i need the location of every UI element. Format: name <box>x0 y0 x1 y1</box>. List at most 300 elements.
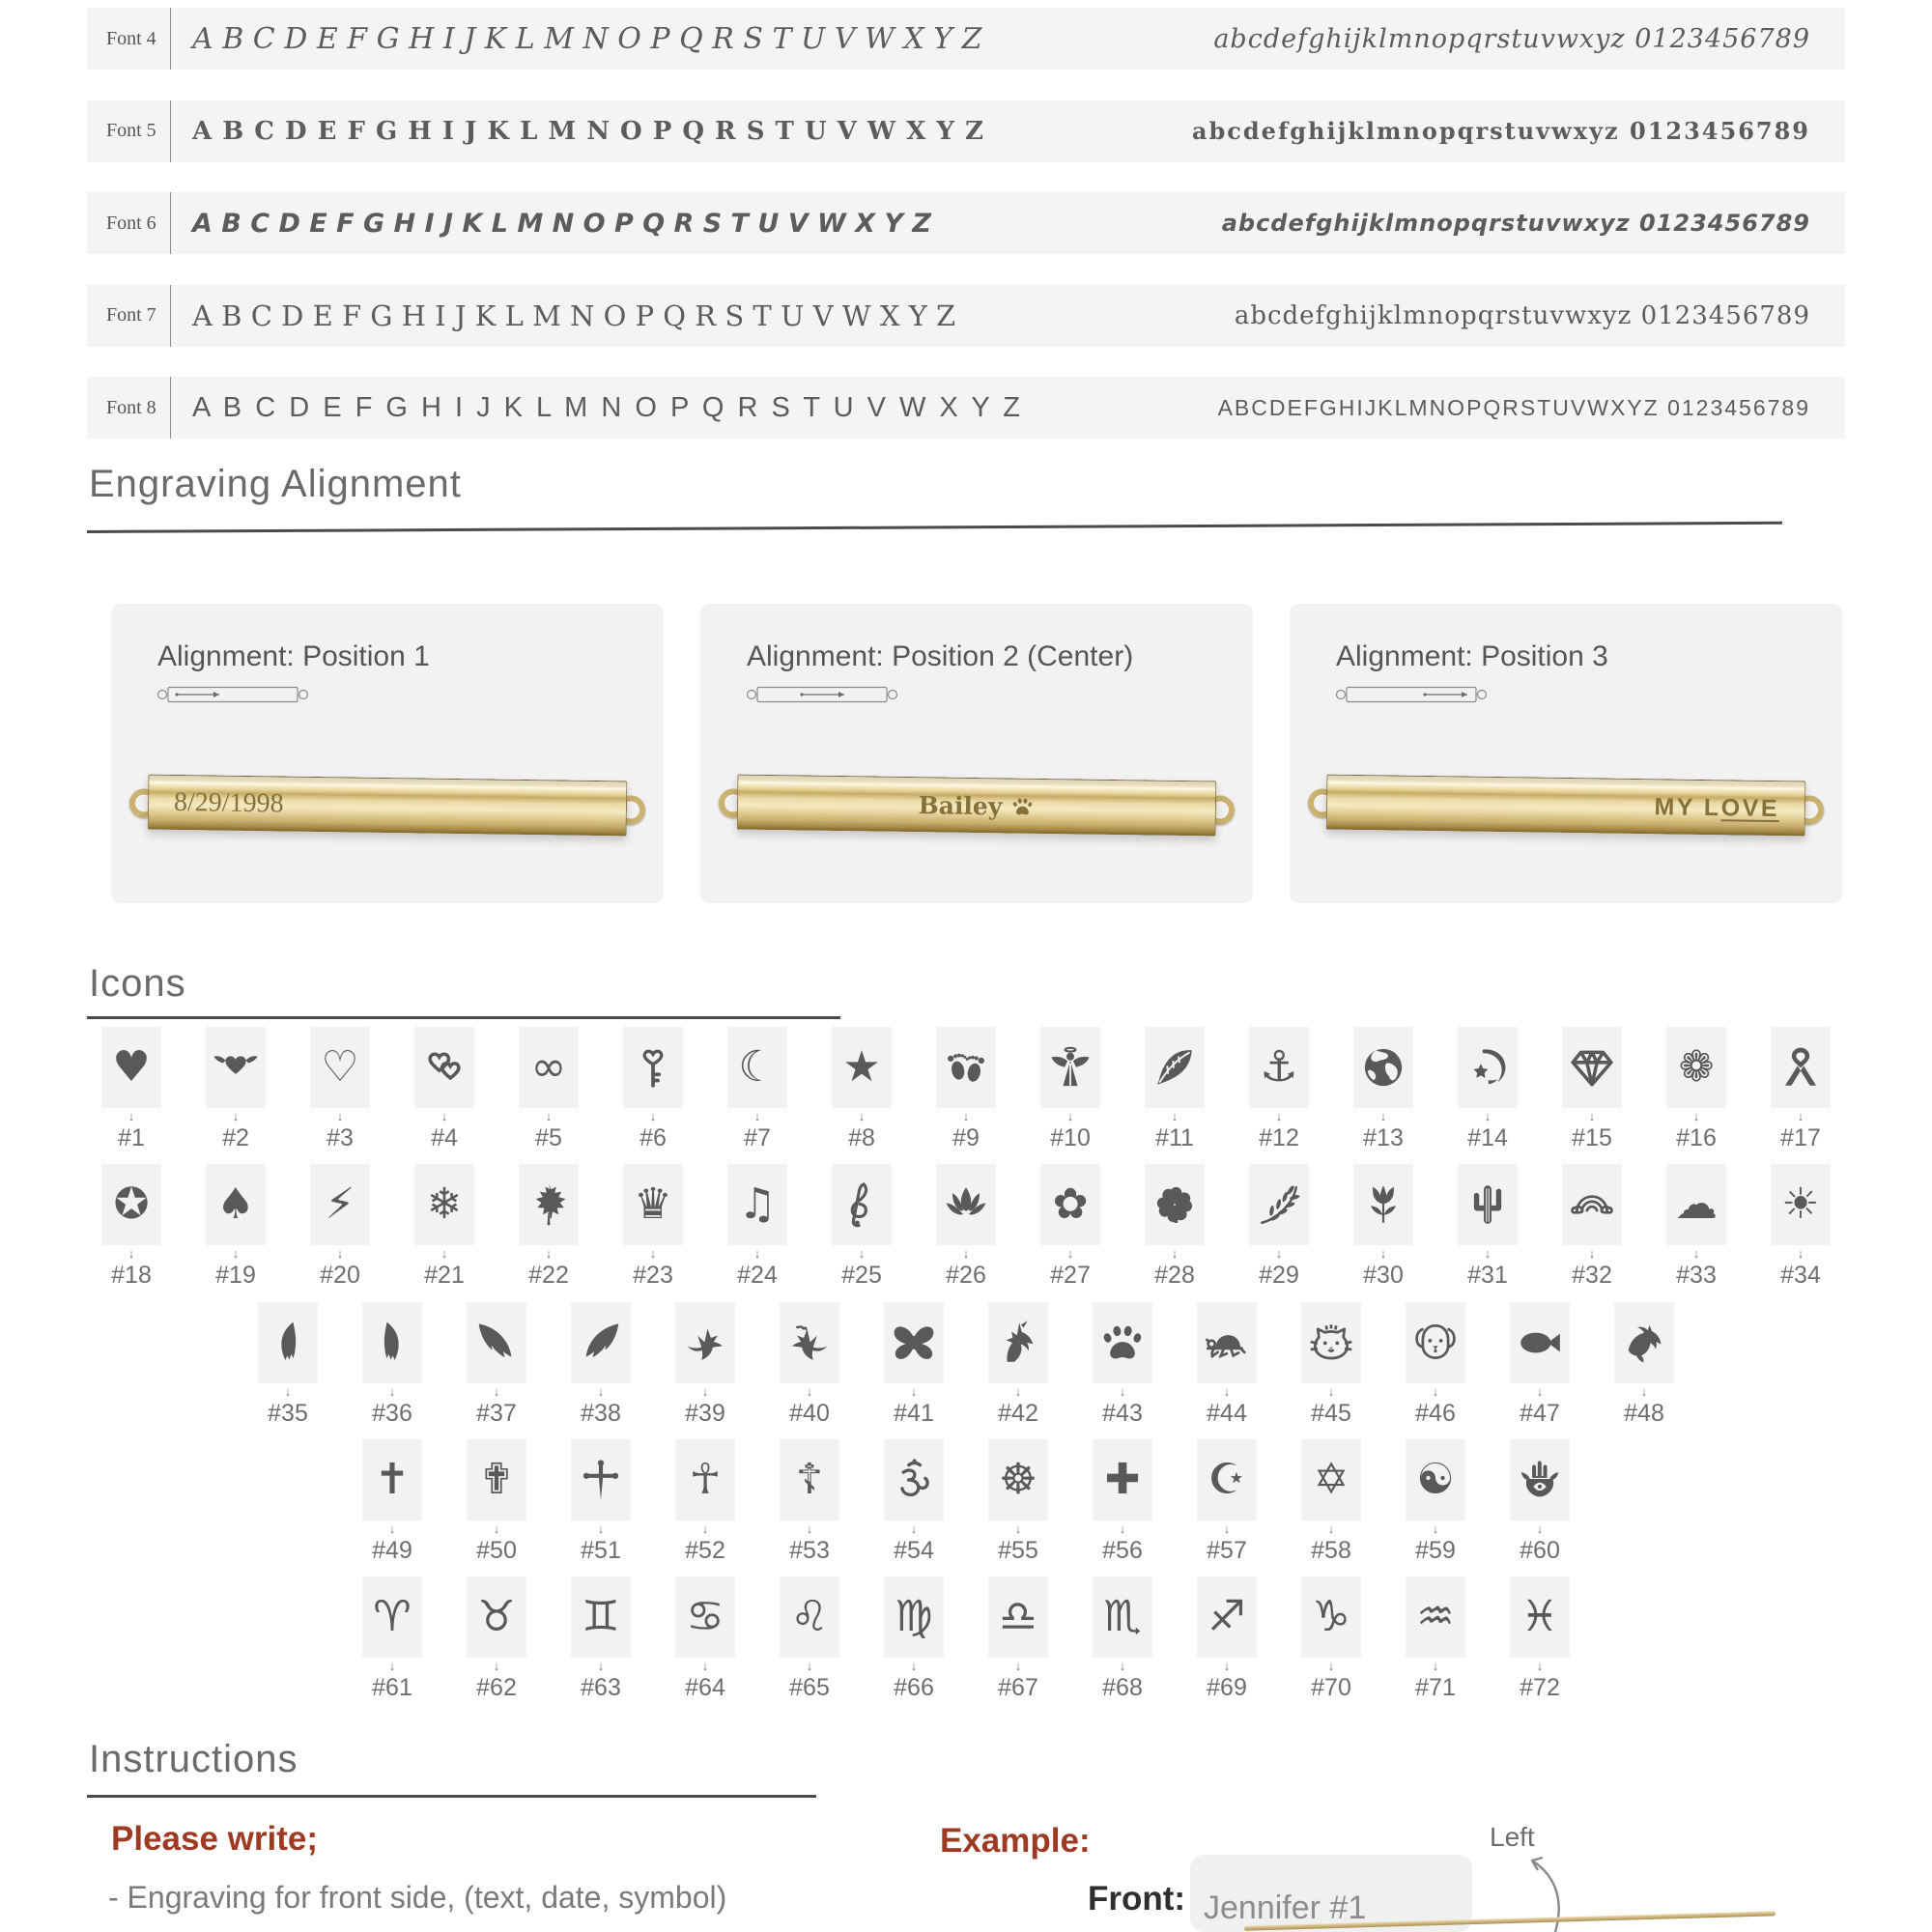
icon-number: #44 <box>1207 1400 1247 1427</box>
icon-number: #30 <box>1363 1262 1404 1289</box>
font-lowercase-sample: abcdefghijklmnopqrstuvwxyz 0123456789 <box>1221 210 1810 237</box>
icon-number: #61 <box>372 1674 412 1701</box>
down-arrow-icon: ↓ <box>1536 1659 1544 1673</box>
icon-tile <box>832 1164 892 1245</box>
icon-item-angel-wing-left <box>258 1302 318 1428</box>
icon-tile <box>675 1439 735 1520</box>
treble-clef-icon <box>838 1178 886 1232</box>
icon-tile <box>1666 1027 1726 1108</box>
down-arrow-icon: ↓ <box>493 1521 500 1536</box>
down-arrow-icon: ↓ <box>1484 1246 1492 1261</box>
icon-number: #8 <box>848 1124 875 1151</box>
zodiac-leo-icon: ♌ <box>790 1592 829 1641</box>
icon-number: #40 <box>789 1400 830 1427</box>
angel-icon <box>1046 1040 1094 1094</box>
icon-number: #66 <box>894 1674 934 1701</box>
icon-item-flower <box>1040 1164 1100 1290</box>
icon-item-four-leaf-clover <box>1145 1164 1205 1290</box>
zodiac-virgo-icon: ♍ <box>895 1592 933 1641</box>
icon-number: #24 <box>737 1262 778 1289</box>
bar-engraving: MY L OVE <box>1654 792 1780 822</box>
down-arrow-icon: ↓ <box>858 1246 866 1261</box>
icon-tile <box>101 1164 161 1245</box>
down-arrow-icon: ↓ <box>910 1384 918 1399</box>
outline-cross-icon: ✟ <box>478 1455 515 1504</box>
icon-tile <box>675 1302 735 1383</box>
zodiac-aquarius-icon: ♒ <box>1416 1592 1455 1641</box>
down-arrow-icon: ↓ <box>1640 1384 1648 1399</box>
alignment-card-label: Alignment: Position 3 <box>1336 640 1608 672</box>
zodiac-sagittarius-icon: ♐ <box>1208 1592 1246 1641</box>
icon-tile <box>1771 1164 1831 1245</box>
unicorn-icon <box>994 1316 1042 1370</box>
icons-title-underline <box>87 1016 840 1019</box>
icon-item-feather <box>1145 1027 1205 1152</box>
bird-icon <box>681 1316 729 1370</box>
icon-item-star <box>832 1027 892 1152</box>
down-arrow-icon: ↓ <box>597 1659 605 1673</box>
icon-tile <box>1406 1439 1465 1520</box>
down-arrow-icon: ↓ <box>806 1521 813 1536</box>
icon-tile <box>362 1577 422 1658</box>
icon-number: #43 <box>1102 1400 1143 1427</box>
icon-tile <box>206 1164 266 1245</box>
icon-number: #7 <box>744 1124 771 1151</box>
spade-icon: ♠ <box>216 1179 255 1229</box>
icon-tile <box>1301 1577 1361 1658</box>
down-arrow-icon: ↓ <box>232 1246 240 1261</box>
down-arrow-icon: ↓ <box>1119 1384 1126 1399</box>
icon-item-shooting-star <box>1458 1027 1518 1152</box>
down-arrow-icon: ↓ <box>1432 1384 1439 1399</box>
icon-tile <box>884 1577 944 1658</box>
icon-number: #72 <box>1520 1674 1560 1701</box>
icon-number: #54 <box>894 1537 934 1564</box>
star-in-circle-icon: ✪ <box>113 1179 150 1229</box>
icon-tile <box>571 1302 631 1383</box>
icon-grid-row <box>87 1027 1845 1152</box>
down-arrow-icon: ↓ <box>649 1246 657 1261</box>
down-arrow-icon: ↓ <box>1327 1659 1335 1673</box>
angel-wing-left-icon <box>264 1316 312 1370</box>
down-arrow-icon: ↓ <box>1171 1109 1179 1123</box>
down-arrow-icon: ↓ <box>232 1109 240 1123</box>
icon-item-baby-feet <box>936 1027 996 1152</box>
music-notes-icon: ♫ <box>738 1179 777 1229</box>
font-sample-row <box>87 377 1845 439</box>
paw-print-icon <box>1010 794 1035 818</box>
alignment-diagram <box>745 683 899 706</box>
feathered-wing-right-icon <box>577 1316 625 1370</box>
icon-tile <box>1145 1164 1205 1245</box>
down-arrow-icon: ↓ <box>1484 1109 1492 1123</box>
down-arrow-icon: ↓ <box>1275 1109 1283 1123</box>
zodiac-scorpio-icon: ♏ <box>1103 1592 1142 1641</box>
icon-item-maple-leaf <box>519 1164 579 1290</box>
down-arrow-icon: ↓ <box>1588 1109 1596 1123</box>
down-arrow-icon: ↓ <box>910 1659 918 1673</box>
icon-number: #31 <box>1467 1262 1508 1289</box>
icon-number: #32 <box>1572 1262 1612 1289</box>
icon-number: #2 <box>222 1124 249 1151</box>
crescent-moon-icon: ☾ <box>738 1042 777 1092</box>
down-arrow-icon: ↓ <box>545 1109 553 1123</box>
bar-engraving: Bailey <box>738 776 1216 837</box>
down-arrow-icon: ↓ <box>1588 1246 1596 1261</box>
zodiac-libra-icon: ♎ <box>999 1592 1037 1641</box>
icon-tile <box>884 1439 944 1520</box>
alignment-card-label: Alignment: Position 2 (Center) <box>747 640 1134 672</box>
icon-tile <box>1197 1302 1257 1383</box>
icon-item-zodiac-pisces <box>1510 1577 1570 1702</box>
icon-item-angel <box>1040 1027 1100 1152</box>
icon-tile <box>1145 1027 1205 1108</box>
icon-number: #70 <box>1311 1674 1351 1701</box>
icon-item-butterfly <box>884 1302 944 1428</box>
icon-tile <box>988 1577 1048 1658</box>
icon-tile <box>832 1027 892 1108</box>
icon-item-dharma-wheel <box>988 1439 1048 1565</box>
icon-number: #62 <box>476 1674 517 1701</box>
icon-tile <box>1771 1027 1831 1108</box>
icon-item-heart-solid <box>101 1027 161 1152</box>
icon-item-zodiac-aquarius <box>1406 1577 1465 1702</box>
icon-tile <box>1666 1164 1726 1245</box>
down-arrow-icon: ↓ <box>1066 1246 1074 1261</box>
icon-tile <box>1614 1302 1674 1383</box>
icon-tile <box>206 1027 266 1108</box>
icon-item-bold-cross <box>1093 1439 1152 1565</box>
icon-number: #1 <box>118 1124 145 1151</box>
zodiac-gemini-icon: ♊ <box>582 1592 620 1641</box>
icon-number: #27 <box>1050 1262 1091 1289</box>
icon-item-dove-with-branch <box>780 1302 839 1428</box>
butterfly-icon <box>890 1316 938 1370</box>
zodiac-capricorn-icon: ♑ <box>1312 1592 1350 1641</box>
icon-item-dog-face <box>1406 1302 1465 1428</box>
icon-number: #64 <box>685 1674 725 1701</box>
diamond-gem-icon <box>1568 1040 1616 1094</box>
down-arrow-icon: ↓ <box>910 1521 918 1536</box>
shooting-star-icon <box>1463 1040 1512 1094</box>
down-arrow-icon: ↓ <box>388 1659 396 1673</box>
icon-item-dolphin <box>1614 1302 1674 1428</box>
alignment-card <box>1290 604 1842 903</box>
icon-item-zodiac-sagittarius <box>1197 1577 1257 1702</box>
icon-tile <box>1406 1302 1465 1383</box>
icon-number: #10 <box>1050 1124 1091 1151</box>
icon-tile <box>988 1439 1048 1520</box>
baby-feet-icon <box>942 1040 990 1094</box>
cat-face-icon <box>1307 1316 1355 1370</box>
icon-number: #14 <box>1467 1124 1508 1151</box>
icon-number: #36 <box>372 1400 412 1427</box>
icon-number: #45 <box>1311 1400 1351 1427</box>
feather-icon <box>1151 1040 1199 1094</box>
icon-number: #15 <box>1572 1124 1612 1151</box>
icon-tile <box>1093 1577 1152 1658</box>
icon-tile <box>467 1577 526 1658</box>
down-arrow-icon: ↓ <box>701 1521 709 1536</box>
icon-tile <box>310 1164 370 1245</box>
latin-cross-icon: ✝ <box>374 1455 411 1504</box>
icon-item-paw-print <box>1093 1302 1152 1428</box>
icon-tile <box>780 1577 839 1658</box>
icon-tile <box>1197 1439 1257 1520</box>
icon-item-star-of-david <box>1301 1439 1361 1565</box>
down-arrow-icon: ↓ <box>1432 1659 1439 1673</box>
down-arrow-icon: ↓ <box>1379 1109 1387 1123</box>
down-arrow-icon: ↓ <box>1379 1246 1387 1261</box>
icon-tile <box>467 1302 526 1383</box>
icon-number: #12 <box>1259 1124 1299 1151</box>
icon-tile <box>1301 1302 1361 1383</box>
font-uppercase-sample: A B C D E F G H I J K L M N O P Q R S T U V W X Y Z <box>192 21 982 56</box>
icon-number: #69 <box>1207 1674 1247 1701</box>
bar-engraving: 8/29/1998 <box>173 786 284 819</box>
font-uppercase-sample: A B C D E F G H I J K L M N O P Q R S T U V W X Y Z <box>192 116 984 146</box>
down-arrow-icon: ↓ <box>701 1659 709 1673</box>
bar-face <box>1326 775 1806 837</box>
down-arrow-icon: ↓ <box>806 1384 813 1399</box>
icon-tile <box>1093 1439 1152 1520</box>
icon-tile <box>675 1577 735 1658</box>
engraved-gold-bar <box>134 774 641 837</box>
icon-item-lotus <box>936 1164 996 1290</box>
icon-grid-row <box>87 1577 1845 1702</box>
icon-number: #23 <box>633 1262 673 1289</box>
icon-number: #5 <box>535 1124 562 1151</box>
icon-number: #6 <box>639 1124 667 1151</box>
icon-item-om-symbol <box>884 1439 944 1565</box>
icon-number: #50 <box>476 1537 517 1564</box>
icon-number: #17 <box>1780 1124 1821 1151</box>
star-icon: ★ <box>842 1042 881 1092</box>
down-arrow-icon: ↓ <box>1327 1384 1335 1399</box>
icon-tile <box>1301 1439 1361 1520</box>
down-arrow-icon: ↓ <box>1327 1521 1335 1536</box>
font-row-label: Font 7 <box>87 285 171 347</box>
alignment-card <box>111 604 664 903</box>
icon-number: #49 <box>372 1537 412 1564</box>
bar-face <box>148 775 628 837</box>
icon-tile <box>780 1439 839 1520</box>
dog-face-icon <box>1411 1316 1460 1370</box>
icon-tile <box>519 1027 579 1108</box>
icon-tile <box>1040 1027 1100 1108</box>
icon-tile <box>1510 1439 1570 1520</box>
lotus-icon <box>942 1178 990 1232</box>
down-arrow-icon: ↓ <box>597 1521 605 1536</box>
icon-item-cloud <box>1666 1164 1726 1290</box>
heart-with-wings-icon <box>212 1040 260 1094</box>
down-arrow-icon: ↓ <box>388 1384 396 1399</box>
icon-tile <box>1510 1577 1570 1658</box>
alignment-card <box>700 604 1253 903</box>
icon-number: #19 <box>215 1262 256 1289</box>
icon-number: #51 <box>581 1537 621 1564</box>
down-arrow-icon: ↓ <box>440 1246 448 1261</box>
font-uppercase-sample: A B C D E F G H I J K L M N O P Q R S T U V W X Y Z <box>192 391 1023 423</box>
down-arrow-icon: ↓ <box>1692 1109 1700 1123</box>
font-row-label: Font 8 <box>87 377 171 439</box>
left-label: Left <box>1490 1822 1535 1852</box>
down-arrow-icon: ↓ <box>1014 1384 1022 1399</box>
icon-item-treble-clef <box>832 1164 892 1290</box>
icon-tile <box>1249 1027 1309 1108</box>
icon-number: #68 <box>1102 1674 1143 1701</box>
icon-item-tulip <box>1353 1164 1413 1290</box>
down-arrow-icon: ↓ <box>336 1246 344 1261</box>
font-lowercase-sample: abcdefghijklmnopqrstuvwxyz 0123456789 <box>1213 23 1810 54</box>
crescent-and-star-icon: ☪ <box>1208 1455 1246 1504</box>
down-arrow-icon: ↓ <box>962 1246 970 1261</box>
icon-number: #22 <box>528 1262 569 1289</box>
icon-number: #48 <box>1624 1400 1664 1427</box>
icon-number: #39 <box>685 1400 725 1427</box>
rainbow-icon <box>1568 1178 1616 1232</box>
bold-cross-icon: ✚ <box>1104 1455 1141 1504</box>
icon-item-awareness-ribbon <box>1771 1027 1831 1152</box>
down-arrow-icon: ↓ <box>649 1109 657 1123</box>
icon-grid-row <box>87 1439 1845 1565</box>
down-arrow-icon: ↓ <box>1119 1521 1126 1536</box>
feathered-wing-left-icon <box>472 1316 521 1370</box>
icon-tile <box>623 1027 683 1108</box>
double-hearts-icon <box>420 1040 469 1094</box>
cloud-icon: ☁ <box>1675 1179 1718 1229</box>
instructions-title-underline <box>87 1795 816 1798</box>
icon-item-budded-cross <box>571 1439 631 1565</box>
icon-number: #57 <box>1207 1537 1247 1564</box>
icon-number: #56 <box>1102 1537 1143 1564</box>
icon-tile <box>884 1302 944 1383</box>
sun-icon: ☀ <box>1781 1179 1820 1229</box>
icon-tile <box>727 1164 787 1245</box>
star-of-david-icon: ✡ <box>1313 1455 1350 1504</box>
icon-tile <box>571 1577 631 1658</box>
icon-number: #60 <box>1520 1537 1560 1564</box>
cactus-icon <box>1463 1178 1512 1232</box>
budded-cross-icon <box>577 1453 625 1507</box>
icon-item-heart-outline <box>310 1027 370 1152</box>
down-arrow-icon: ↓ <box>545 1246 553 1261</box>
mandala-flower-icon: ❁ <box>1678 1042 1715 1092</box>
icon-number: #11 <box>1155 1124 1194 1151</box>
icon-tile <box>988 1302 1048 1383</box>
hamsa-hand-icon <box>1516 1453 1564 1507</box>
down-arrow-icon: ↓ <box>806 1659 813 1673</box>
alignment-diagram <box>156 683 310 706</box>
icon-item-zodiac-virgo <box>884 1577 944 1702</box>
zodiac-taurus-icon: ♉ <box>477 1592 516 1641</box>
icon-item-spade <box>206 1164 266 1290</box>
icon-item-sun <box>1771 1164 1831 1290</box>
icon-tile <box>727 1027 787 1108</box>
yin-yang-icon: ☯ <box>1416 1455 1455 1504</box>
snowflake-icon: ❄ <box>426 1179 463 1229</box>
icon-tile <box>780 1302 839 1383</box>
font-sample-row <box>87 285 1845 347</box>
icon-tile <box>1562 1164 1622 1245</box>
icon-number: #33 <box>1676 1262 1717 1289</box>
icon-item-outline-cross <box>467 1439 526 1565</box>
alignment-section-title: Engraving Alignment <box>89 463 462 505</box>
icon-tile <box>467 1439 526 1520</box>
icon-item-infinity <box>519 1027 579 1152</box>
icon-tile <box>362 1302 422 1383</box>
icon-number: #41 <box>894 1400 934 1427</box>
flower-icon: ✿ <box>1052 1179 1089 1229</box>
down-arrow-icon: ↓ <box>128 1246 135 1261</box>
icon-tile <box>1406 1577 1465 1658</box>
icon-number: #25 <box>841 1262 882 1289</box>
dove-with-branch-icon <box>785 1316 834 1370</box>
font-uppercase-sample: A B C D E F G H I J K L M N O P Q R S T U V W X Y Z <box>192 298 956 332</box>
heart-outline-icon: ♡ <box>321 1042 359 1092</box>
icon-number: #65 <box>789 1674 830 1701</box>
icon-tile <box>1458 1164 1518 1245</box>
icon-number: #58 <box>1311 1537 1351 1564</box>
down-arrow-icon: ↓ <box>1536 1384 1544 1399</box>
icon-grid-row <box>87 1164 1845 1290</box>
down-arrow-icon: ↓ <box>1066 1109 1074 1123</box>
down-arrow-icon: ↓ <box>1536 1521 1544 1536</box>
icon-item-zodiac-cancer <box>675 1577 735 1702</box>
icon-number: #9 <box>952 1124 980 1151</box>
fish-icon <box>1516 1316 1564 1370</box>
icon-tile <box>362 1439 422 1520</box>
icon-tile <box>1093 1302 1152 1383</box>
icon-number: #4 <box>431 1124 458 1151</box>
down-arrow-icon: ↓ <box>1223 1521 1231 1536</box>
icon-item-crescent-moon <box>727 1027 787 1152</box>
icon-tile <box>1040 1164 1100 1245</box>
heart-key-icon <box>629 1040 677 1094</box>
icon-tile <box>414 1164 474 1245</box>
icon-grid-row <box>87 1302 1845 1428</box>
font-row-label: Font 5 <box>87 100 171 162</box>
font-lowercase-sample: abcdefghijklmnopqrstuvwxyz 0123456789 <box>1191 117 1810 145</box>
icon-number: #59 <box>1415 1537 1456 1564</box>
icon-item-fish <box>1510 1302 1570 1428</box>
icon-number: #35 <box>268 1400 308 1427</box>
down-arrow-icon: ↓ <box>336 1109 344 1123</box>
icon-number: #46 <box>1415 1400 1456 1427</box>
front-side-note: - Engraving for front side, (text, date, symbol) <box>108 1880 727 1915</box>
front-label: Front: <box>1088 1880 1186 1918</box>
icon-number: #26 <box>946 1262 986 1289</box>
down-arrow-icon: ↓ <box>1223 1384 1231 1399</box>
lightning-bolt-icon: ⚡ <box>325 1179 355 1229</box>
alignment-title-underline <box>87 522 1782 533</box>
icon-number: #29 <box>1259 1262 1299 1289</box>
four-leaf-clover-icon <box>1151 1178 1199 1232</box>
down-arrow-icon: ↓ <box>753 1109 761 1123</box>
icon-item-hamsa-hand <box>1510 1439 1570 1565</box>
down-arrow-icon: ↓ <box>858 1109 866 1123</box>
font-row-label: Font 4 <box>87 8 171 70</box>
bar-face <box>737 775 1217 837</box>
icon-number: #52 <box>685 1537 725 1564</box>
icon-number: #55 <box>998 1537 1038 1564</box>
tulip-icon <box>1359 1178 1407 1232</box>
down-arrow-icon: ↓ <box>1692 1246 1700 1261</box>
leaf-branch-icon <box>1255 1178 1303 1232</box>
icon-number: #28 <box>1154 1262 1195 1289</box>
maple-leaf-icon <box>525 1178 573 1232</box>
icon-item-ankh <box>675 1439 735 1565</box>
